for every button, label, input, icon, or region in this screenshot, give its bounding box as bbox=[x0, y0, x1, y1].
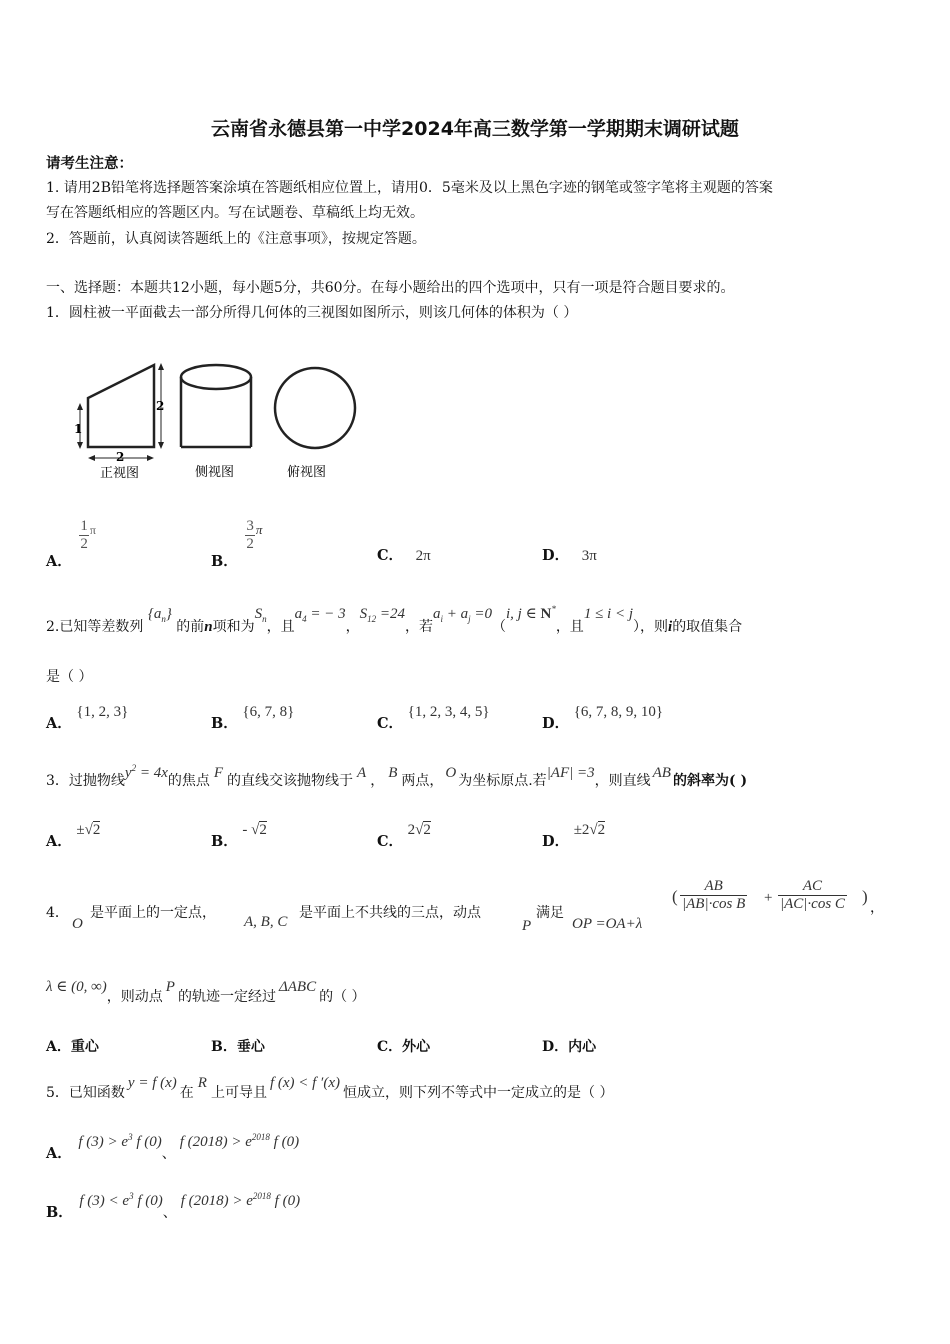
q5-option-a[interactable]: A． f $(3) > e^3$ f (0)、f $(2018) > e^{2018}$ f (0) bbox=[46, 1132, 300, 1162]
q1-three-view-figure bbox=[70, 355, 370, 485]
q4-abc: A, B, C bbox=[244, 914, 288, 930]
q4-lparen: ( bbox=[672, 887, 678, 906]
q4-fraction-2: $\frac{AC}{\text{|AC|·cos C}}$ bbox=[780, 878, 845, 912]
q4-option-a[interactable]: A．重心 bbox=[46, 1039, 99, 1055]
q4-text-1: 是平面上的一定点， bbox=[90, 905, 216, 921]
q1-option-b[interactable]: B． $\frac{3}{2}$ π bbox=[211, 518, 263, 570]
notice-line-2: 写在答题纸相应的答题区内。写在试题卷、草稿纸上均无效。 bbox=[46, 205, 424, 221]
q1-option-d[interactable]: D． 3π bbox=[542, 547, 597, 564]
q2-option-b[interactable]: B． {6, 7, 8} bbox=[211, 704, 295, 732]
q5-option-b[interactable]: B． f $(3) < e^3$ f (0)、f $(2018) > e^{2018}$ f (0) bbox=[46, 1191, 301, 1221]
q3-stem: 3．过抛物线$y^2 = 4x$的焦点 F 的直线交该抛物线于 A ， B 两点， O 为坐标原点.若|AF| =3，则直线 AB 的斜率为( ) bbox=[46, 763, 748, 789]
q3-option-a[interactable]: A． ±√2 bbox=[46, 822, 101, 850]
q3-option-d[interactable]: D． ±2√2 bbox=[542, 822, 606, 850]
q4-option-b[interactable]: B．垂心 bbox=[211, 1039, 265, 1055]
q4-point-o: O bbox=[72, 916, 83, 932]
q4-fraction-1: $\frac{AB}{\text{|AB|·cos B}}$ bbox=[682, 878, 746, 912]
q3-option-c[interactable]: C． 2√2 bbox=[377, 822, 431, 850]
q1-option-a[interactable]: A． $\frac{1}{2}$ $^\pi$ bbox=[46, 518, 96, 570]
q4-plus: + bbox=[764, 890, 773, 906]
q4-line-2: λ ∈ (0, ∞)，则动点P的轨迹一定经过ΔABC的（ ） bbox=[46, 979, 366, 1005]
q4-stem-label: 4． bbox=[46, 905, 69, 921]
q2-stem: 2.已知等差数列 $\{a_n\}$ 的前n项和为$S_n$，且$a_4$ = − 3，$S_{12} =24$，若$a_i + a_j =0(i$, j ∈ N*，且1 ≤ i < j），则i的取值集合 bbox=[46, 604, 743, 635]
notice-heading: 请考生注意： bbox=[46, 155, 133, 172]
q2-option-a[interactable]: A． {1, 2, 3} bbox=[46, 704, 129, 732]
q4-vector-eq: OP =OA+λ bbox=[572, 916, 643, 932]
q4-text-3: 满足 bbox=[536, 905, 564, 921]
q1-dim-2-horizontal: 2 bbox=[116, 450, 125, 464]
q1-top-view-label: 俯视图 bbox=[287, 465, 327, 480]
q4-option-d[interactable]: D．内心 bbox=[542, 1039, 597, 1055]
q4-text-2: 是平面上不共线的三点，动点 bbox=[299, 905, 481, 921]
section-heading: 一、选择题：本题共12小题，每小题5分，共60分。在每小题给出的四个选项中，只有一项是符合题目要求的。 bbox=[46, 280, 735, 296]
q1-option-c[interactable]: C． 2π bbox=[377, 547, 431, 564]
q1-stem: 1．圆柱被一平面截去一部分所得几何体的三视图如图所示，则该几何体的体积为（ ） bbox=[46, 305, 578, 321]
q4-point-p: P bbox=[522, 918, 532, 934]
q2-stem-continuation: 是（ ） bbox=[46, 669, 93, 685]
q1-front-view-label: 正视图 bbox=[100, 466, 140, 481]
q2-option-c[interactable]: C． {1, 2, 3, 4, 5} bbox=[377, 704, 490, 732]
q4-option-c[interactable]: C．外心 bbox=[377, 1039, 431, 1055]
notice-line-1: 1. 请用2B铅笔将选择题答案涂填在答题纸相应位置上，请用0．5毫米及以上黑色字迹的钢笔或签字笔将主观题的答案 bbox=[46, 180, 773, 196]
q1-side-view-label: 侧视图 bbox=[195, 465, 235, 480]
q4-comma: ， bbox=[870, 900, 884, 916]
q4-rparen: ) bbox=[862, 887, 868, 906]
page-title: 云南省永德县第一中学2024年高三数学第一学期期末调研试题 bbox=[211, 118, 739, 140]
q1-dim-2-vertical: 2 bbox=[156, 399, 165, 413]
q2-option-d[interactable]: D． {6, 7, 8, 9, 10} bbox=[542, 704, 664, 732]
notice-line-3: 2．答题前，认真阅读答题纸上的《注意事项》，按规定答题。 bbox=[46, 231, 426, 247]
q3-option-b[interactable]: B． - √2 bbox=[211, 822, 267, 850]
q1-dim-1: 1 bbox=[74, 422, 83, 436]
q5-stem: 5．已知函数y = f (x)在R上可导且f (x) < f ′(x)恒成立，则下列不等式中一定成立的是（ ） bbox=[46, 1075, 614, 1101]
